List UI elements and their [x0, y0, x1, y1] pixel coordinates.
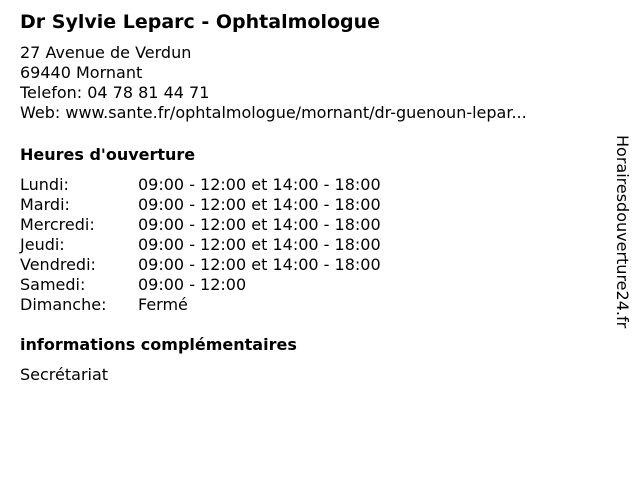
- page-title: Dr Sylvie Leparc - Ophtalmologue: [20, 11, 381, 33]
- site-watermark: Horairesdouverture24.fr: [613, 135, 632, 329]
- hours-row-lundi: [20, 175, 600, 195]
- additional-info-heading: informations complémentaires: [20, 335, 297, 354]
- hours-row-vendredi: [20, 255, 600, 275]
- day-label: Vendredi:: [20, 255, 96, 274]
- day-label: Lundi:: [20, 175, 69, 194]
- address-street: 27 Avenue de Verdun: [20, 43, 192, 62]
- hours-row-samedi: [20, 275, 600, 295]
- hours-row-mercredi: [20, 215, 600, 235]
- time-range: 09:00 - 12:00 et 14:00 - 18:00: [138, 255, 381, 274]
- address-city: 69440 Mornant: [20, 63, 143, 82]
- opening-hours-table: [20, 175, 600, 315]
- hours-row-jeudi: [20, 235, 600, 255]
- time-range: 09:00 - 12:00 et 14:00 - 18:00: [138, 195, 381, 214]
- phone-number: Telefon: 04 78 81 44 71: [20, 83, 210, 102]
- listing-card: [20, 9, 600, 385]
- hours-row-mardi: [20, 195, 600, 215]
- time-range: 09:00 - 12:00 et 14:00 - 18:00: [138, 215, 381, 234]
- day-label: Dimanche:: [20, 295, 107, 314]
- day-label: Mardi:: [20, 195, 70, 214]
- day-label: Mercredi:: [20, 215, 95, 234]
- time-range: 09:00 - 12:00 et 14:00 - 18:00: [138, 235, 381, 254]
- website-link[interactable]: Web: www.sante.fr/ophtalmologue/mornant/dr-guenoun-lepar...: [20, 103, 527, 122]
- hours-row-dimanche: [20, 295, 600, 315]
- time-range: 09:00 - 12:00: [138, 275, 247, 294]
- opening-hours-heading: Heures d'ouverture: [20, 145, 196, 164]
- day-label: Samedi:: [20, 275, 86, 294]
- day-label: Jeudi:: [20, 235, 65, 254]
- time-range: 09:00 - 12:00 et 14:00 - 18:00: [138, 175, 381, 194]
- time-range: Fermé: [138, 295, 188, 314]
- additional-info-text: Secrétariat: [20, 365, 109, 384]
